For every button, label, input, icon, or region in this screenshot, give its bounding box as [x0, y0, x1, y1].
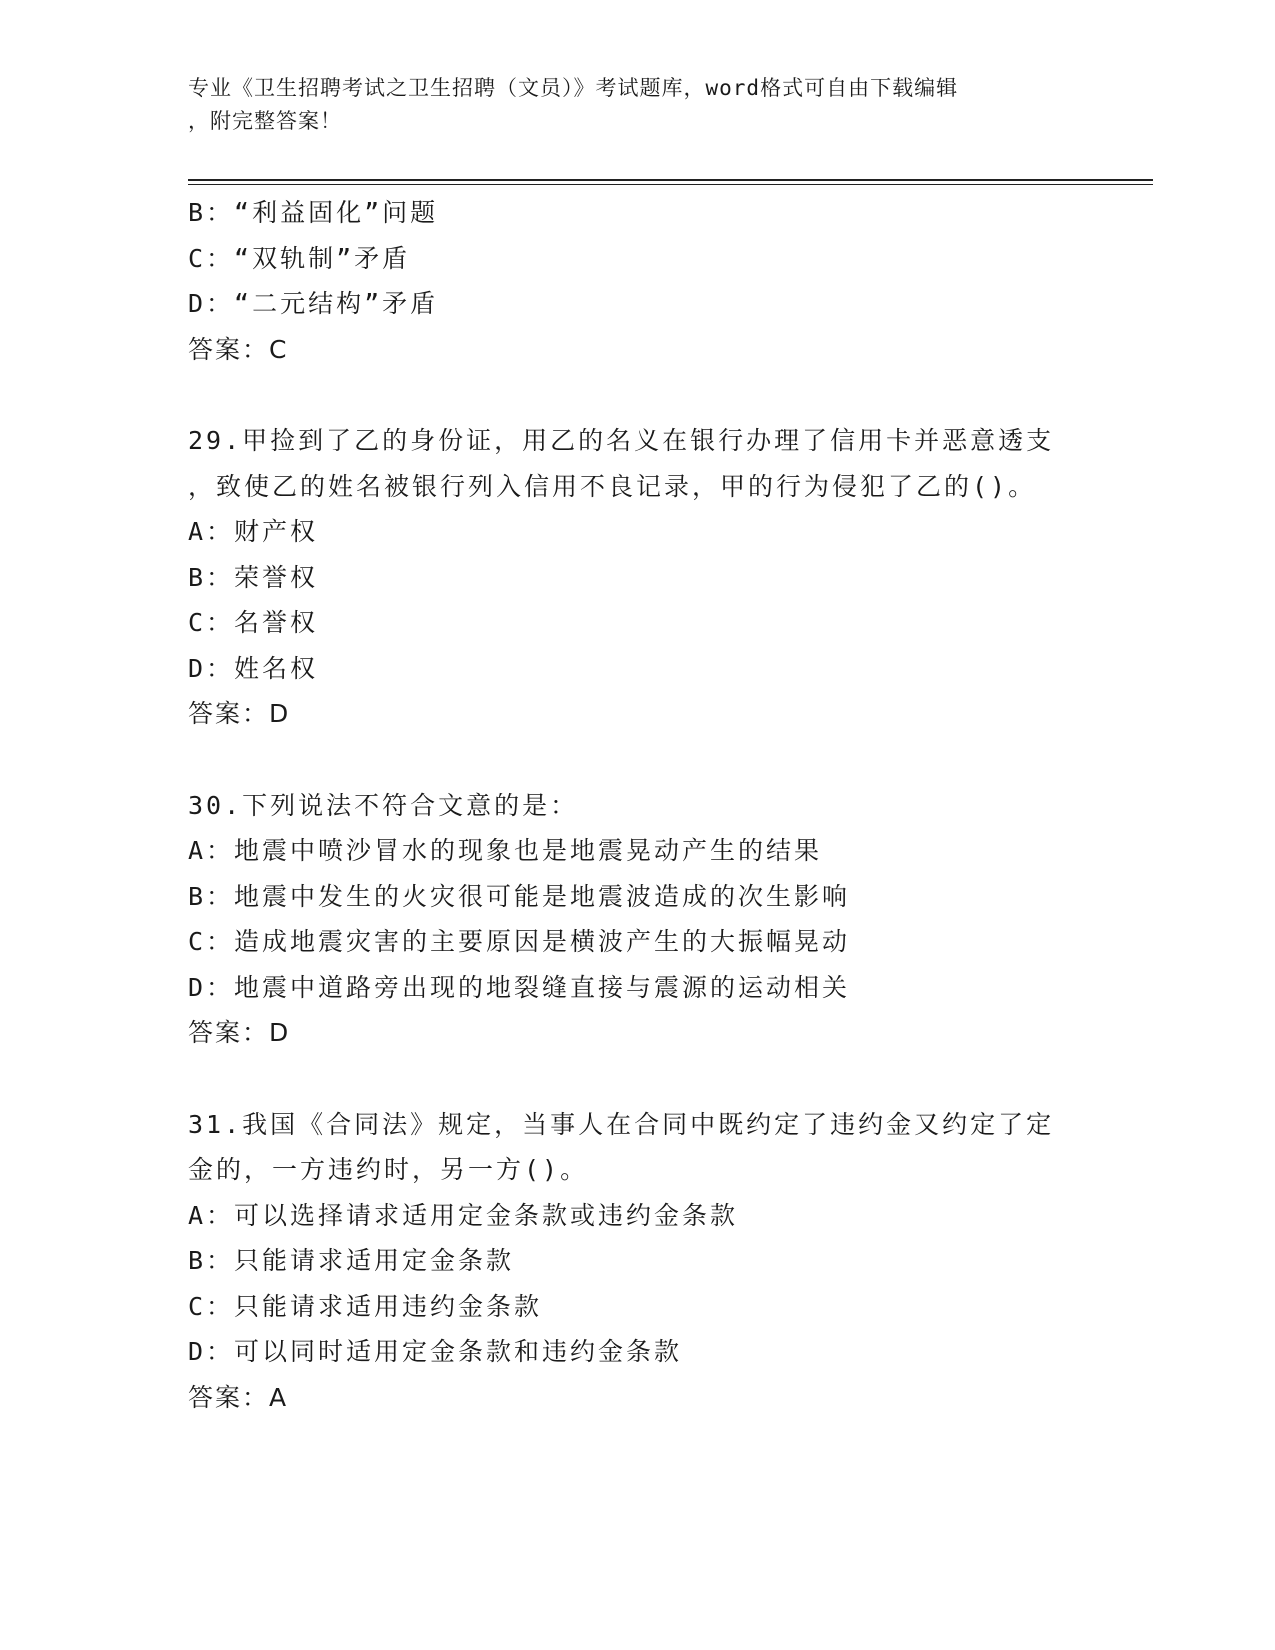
answer-line: 答案：D: [188, 699, 291, 728]
header-divider-thin: [188, 184, 1153, 185]
spacer: [188, 372, 1108, 418]
option-c: C：“双轨制”矛盾: [188, 243, 411, 273]
option-d: D：姓名权: [188, 653, 319, 683]
answer-line: 答案：D: [188, 1018, 291, 1047]
option-a: A：财产权: [188, 517, 319, 546]
question-text-line: ，致使乙的姓名被银行列入信用不良记录，甲的行为侵犯了乙的()。: [188, 471, 1037, 501]
document-header: [188, 72, 1068, 138]
option-d: D：地震中道路旁出现的地裂缝直接与震源的运动相关: [188, 972, 851, 1002]
option-b: B：地震中发生的火灾很可能是地震波造成的次生影响: [188, 881, 851, 911]
option-c: C：只能请求适用违约金条款: [188, 1291, 543, 1321]
question-block-29: [188, 418, 1108, 737]
answer-line: 答案：C: [188, 334, 289, 364]
spacer: [188, 737, 1108, 783]
question-text-line: 30.下列说法不符合文意的是：: [188, 790, 579, 820]
spacer: [188, 1056, 1108, 1102]
question-block-28: [188, 190, 1108, 372]
question-text-line: 29.甲捡到了乙的身份证，用乙的名义在银行办理了信用卡并恶意透支: [188, 426, 1055, 455]
option-d: D：“二元结构”矛盾: [188, 289, 439, 318]
header-line-1: 专业《卫生招聘考试之卫生招聘（文员）》考试题库，word格式可自由下载编辑: [188, 76, 959, 100]
option-a: A：可以选择请求适用定金条款或违约金条款: [188, 1200, 739, 1230]
header-divider-thick: [188, 179, 1153, 181]
option-b: B：荣誉权: [188, 562, 319, 592]
question-text-line: 金的，一方违约时，另一方()。: [188, 1155, 589, 1184]
question-text-line: 31.我国《合同法》规定，当事人在合同中既约定了违约金又约定了定: [188, 1109, 1055, 1139]
question-block-31: [188, 1102, 1108, 1421]
question-block-30: [188, 783, 1108, 1056]
question-list: [188, 190, 1108, 1420]
option-d: D：可以同时适用定金条款和违约金条款: [188, 1337, 683, 1366]
option-c: C：名誉权: [188, 608, 319, 637]
answer-line: 答案：A: [188, 1382, 289, 1412]
header-line-2: ，附完整答案！: [188, 109, 342, 133]
option-b: B：只能请求适用定金条款: [188, 1246, 515, 1275]
option-c: C：造成地震灾害的主要原因是横波产生的大振幅晃动: [188, 927, 851, 956]
option-a: A：地震中喷沙冒水的现象也是地震晃动产生的结果: [188, 836, 823, 865]
option-b: B：“利益固化”问题: [188, 198, 439, 227]
